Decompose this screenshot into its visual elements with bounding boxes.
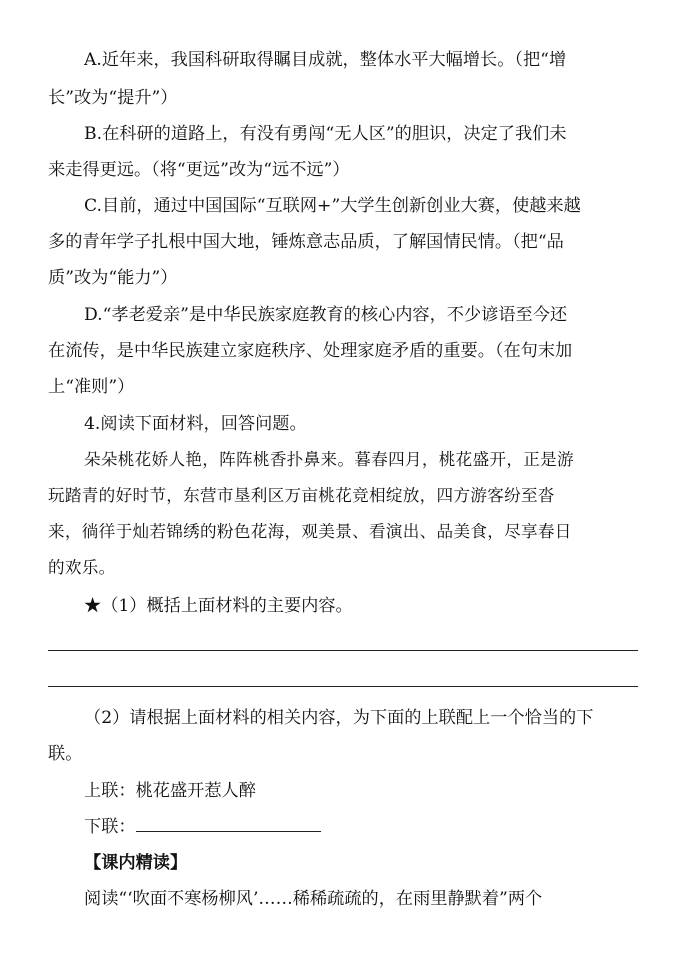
sub-question-2-line-1: （2）请根据上面材料的相关内容，为下面的上联配上一个恰当的下 (84, 708, 594, 728)
option-c-line-2: 多的青年学子扎根中国大地，锤炼意志品质，了解国情民情。（把“品 (48, 232, 564, 252)
passage-line-3: 来，徜徉于灿若锦绣的粉色花海，观美景、看演出、品美食，尽享春日 (48, 522, 572, 541)
lower-couplet-label: 下联： (84, 817, 136, 837)
passage-line-4: 的欢乐。 (48, 558, 116, 577)
option-d-line-2: 在流传，是中华民族建立家庭秩序、处理家庭矛盾的重要。（在句末加 (48, 341, 573, 361)
option-a-line-2: 长”改为“提升”） (48, 88, 178, 108)
option-b-line-1: B.在科研的道路上，有没有勇闯“无人区”的胆识，决定了我们未 (84, 124, 567, 144)
question-4-heading: 4.阅读下面材料，回答问题。 (84, 414, 307, 434)
answer-line-1[interactable] (48, 650, 638, 651)
lower-couplet-row (84, 815, 638, 839)
lower-couplet-blank[interactable] (136, 817, 321, 832)
answer-line-2[interactable] (48, 686, 638, 687)
sub-question-2-line-2: 联。 (48, 744, 83, 764)
option-c-line-1: C.目前，通过中国国际“互联网+”大学生创新创业大赛，使越来越 (84, 196, 581, 216)
option-c-line-3: 质”改为“能力”） (48, 268, 178, 288)
section-heading: 【课内精读】 (84, 853, 188, 873)
section-intro: 阅读“‘吹面不寒杨柳风’……稀稀疏疏的，在雨里静默着”两个 (84, 889, 543, 909)
passage-line-1: 朵朵桃花娇人艳，阵阵桃香扑鼻来。暮春四月，桃花盛开，正是游 (84, 450, 574, 469)
option-d-line-3: 上“准则”） (48, 377, 135, 397)
upper-couplet: 上联：桃花盛开惹人醉 (84, 781, 256, 801)
option-a-line-1: A.近年来，我国科研取得瞩目成就，整体水平大幅增长。（把“增 (84, 50, 567, 70)
passage-line-2: 玩踏青的好时节，东营市垦利区万亩桃花竞相绽放，四方游客纷至沓 (48, 486, 555, 505)
option-d-line-1: D.“孝老爱亲”是中华民族家庭教育的核心内容，不少谚语至今还 (84, 305, 568, 325)
option-b-line-2: 来走得更远。（将“更远”改为“远不远”） (48, 160, 350, 180)
sub-question-1: ★（1）概括上面材料的主要内容。 (84, 596, 353, 616)
